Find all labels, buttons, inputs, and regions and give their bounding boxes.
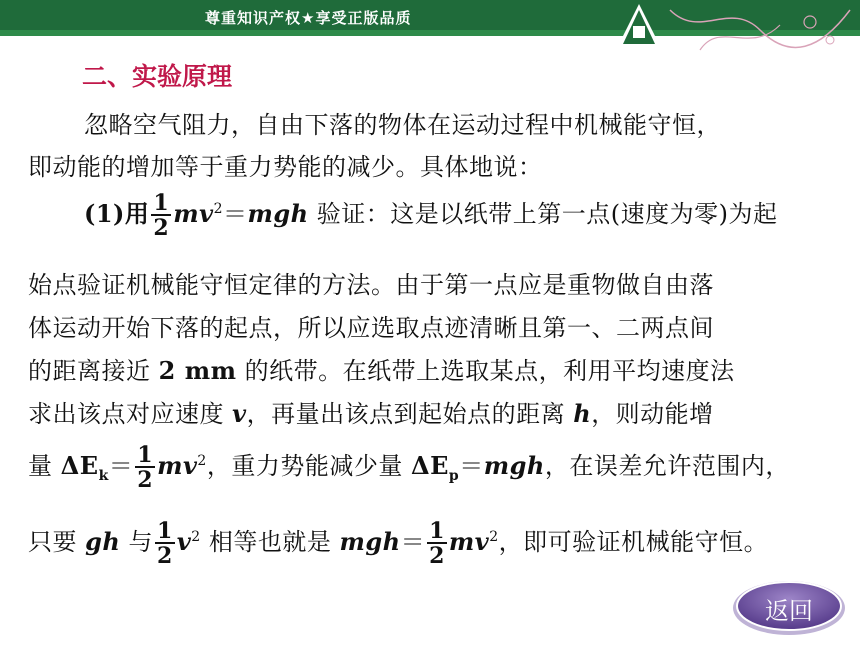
section-heading: 二、实验原理 [82,62,233,91]
item-number: (1)用 [84,199,150,228]
fraction-denominator-4: 2 [429,543,445,569]
line6-text-a: 量 [28,452,61,480]
exponent-4: 2 [489,529,499,545]
fraction-one-half-3 [155,520,175,567]
line6-text-c: ，在误差允许范围内， [544,452,790,480]
fraction-denominator: 2 [153,215,170,241]
line5-text-c: ，则动能增 [591,400,714,428]
fraction-denominator-2: 2 [137,467,154,493]
logo-icon [615,0,663,44]
formula-gh: gh [85,527,121,556]
fraction-numerator-2: 1 [137,442,154,468]
formula-mv-2: mv [157,451,198,480]
formula-mv: mv [173,199,214,228]
exponent-3: 2 [191,529,201,545]
exponent-2: 2 [197,453,207,469]
formula-mgh: mgh [247,199,309,228]
decorative-swirl-icon [660,0,860,60]
subscript-k: k [98,467,109,484]
fraction-one-half-2 [135,444,155,491]
equals-sign-2: ＝ [108,452,134,480]
fraction-numerator-3: 1 [157,518,173,544]
fraction-denominator-3: 2 [157,543,173,569]
line6-text-b: ，重力势能减少量 [206,452,411,480]
equals-sign-4: ＝ [400,528,426,556]
para2-line1 [84,192,777,239]
equals-sign: ＝ [223,200,248,228]
line7-text-b: 与 [120,528,154,556]
formula-mgh-3: mgh [339,527,401,556]
equals-sign-3: ＝ [459,452,484,480]
variable-v: v [232,399,247,428]
delta-e-kinetic: ΔE [60,451,99,480]
line7-text-a: 只要 [28,528,86,556]
para2-line7 [28,520,768,567]
fraction-one-half [151,192,171,239]
para2-line2: 始点验证机械能守恒定律的方法。由于第一点应是重物做自由落 [28,271,714,299]
back-button-label[interactable]: 返回 [765,597,813,625]
line5-text-a: 求出该点对应速度 [28,400,233,428]
fraction-numerator: 1 [153,190,170,216]
line4-text-b: 的纸带。在纸带上选取某点，利用平均速度法 [236,357,735,385]
para1-line1: 忽略空气阻力，自由下落的物体在运动过程中机械能守恒， [84,111,721,139]
line4-text-a: 的距离接近 [28,357,159,385]
para1-line2: 即动能的增加等于重力势能的减少。具体地说： [28,153,543,181]
para2-line3: 体运动开始下落的起点，所以应选取点迹清晰且第一、二两点间 [28,314,714,342]
exponent: 2 [213,201,223,217]
para2-line5 [28,394,714,429]
formula-mv-3: mv [448,527,490,556]
para2-line4 [28,351,735,386]
distance-value: 2 mm [158,356,237,385]
line7-text-c: 相等也就是 [200,528,340,556]
variable-v-2: v [176,527,192,556]
line5-text-b: ，再量出该点到起始点的距离 [246,400,574,428]
variable-h: h [573,399,592,428]
delta-e-potential: ΔE [410,451,449,480]
para2-line6 [28,444,790,491]
subscript-p: p [448,467,460,484]
fraction-numerator-4: 1 [429,518,445,544]
line7-text-d: ，即可验证机械能守恒。 [498,528,769,556]
para2-line1-text: 验证：这是以纸带上第一点(速度为零)为起 [308,200,778,228]
banner-slogan: 尊重知识产权★享受正版品质 [205,9,412,27]
fraction-one-half-4 [427,520,447,567]
formula-mgh-2: mgh [483,451,545,480]
